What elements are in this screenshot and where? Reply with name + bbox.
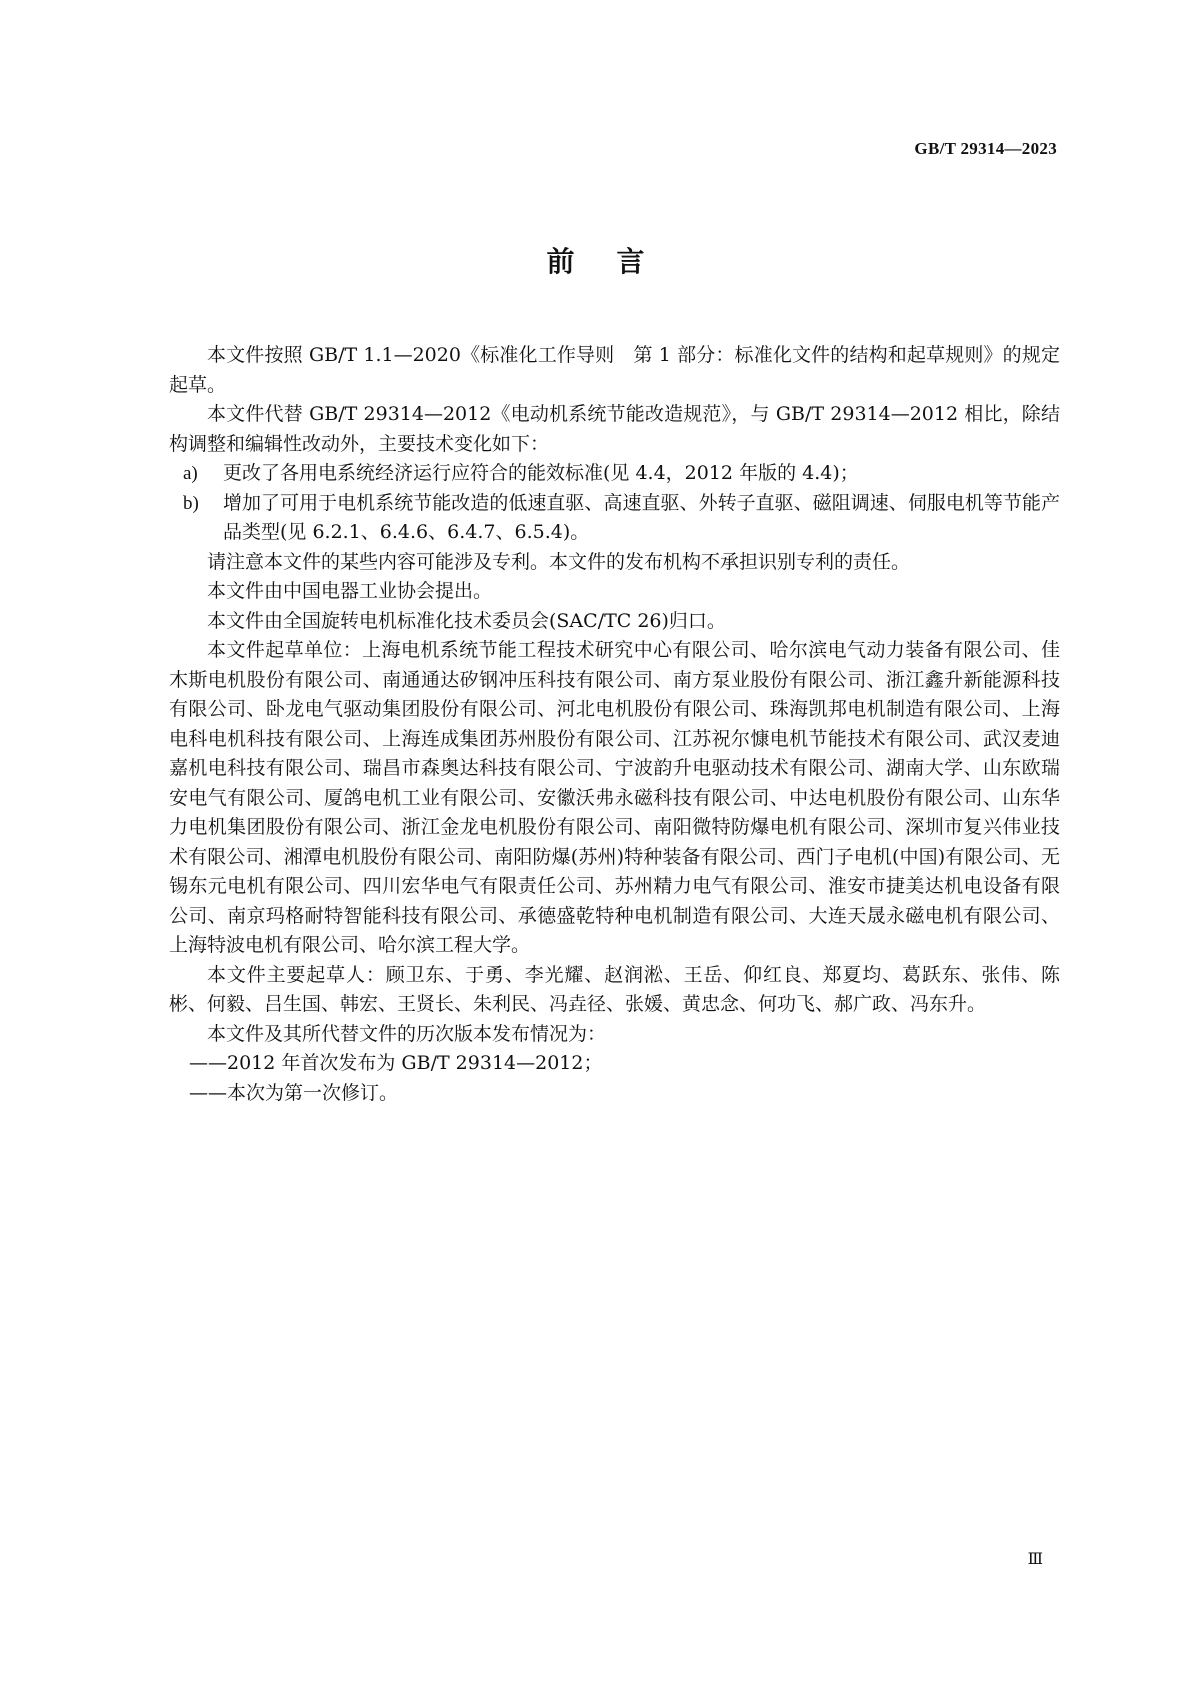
history-item-current: ——本次为第一次修订。 <box>189 1081 399 1104</box>
list-item-text: 更改了各用电系统经济运行应符合的能效标准(见 4.4，2012 年版的 4.4)； <box>223 462 859 484</box>
list-marker: a) <box>183 463 198 484</box>
drafting-rules-paragraph: 本文件按照 GB/T 1.1—2020《标准化工作导则 第 1 部分：标准化文件的结构和起草规则》的规定起草。 <box>169 344 1060 396</box>
centralized-by: 本文件由全国旋转电机标准化技术委员会(SAC/TC 26)归口。 <box>207 609 726 632</box>
history-item-2012: ——2012 年首次发布为 GB/T 29314—2012； <box>189 1052 603 1074</box>
list-marker: b) <box>183 492 199 514</box>
drafters: 本文件主要起草人：顾卫东、于勇、李光耀、赵润淞、王岳、仰红良、郑夏均、葛跃东、张伟、陈彬、何毅、吕生国、韩宏、王贤长、朱利民、冯垚径、张媛、黄忠念、何功飞、郝广政、冯东升。 <box>169 963 1060 1015</box>
list-item-text: 增加了可用于电机系统节能改造的低速直驱、高速直驱、外转子直驱、磁阻调速、伺服电机等节能产品类型(见 6.2.1、6.4.6、6.4.7、6.5.4)。 <box>223 491 1060 543</box>
standard-code: GB/T 29314—2023 <box>914 139 1057 158</box>
foreword-body <box>169 341 1060 1108</box>
patent-notice: 请注意本文件的某些内容可能涉及专利。本文件的发布机构不承担识别专利的责任。 <box>207 550 911 573</box>
page-number: Ⅲ <box>1027 1551 1042 1568</box>
page-title: 前言 <box>546 245 687 278</box>
change-item-b <box>169 489 1060 548</box>
replacement-paragraph: 本文件代替 GB/T 29314—2012《电动机系统节能改造规范》，与 GB/T 29314—2012 相比，除结构调整和编辑性改动外，主要技术变化如下： <box>169 403 1060 455</box>
history-intro: 本文件及其所代替文件的历次版本发布情况为： <box>207 1022 607 1045</box>
proposed-by: 本文件由中国电器工业协会提出。 <box>207 580 493 602</box>
drafting-units: 本文件起草单位：上海电机系统节能工程技术研究中心有限公司、哈尔滨电气动力装备有限公司、佳木斯电机股份有限公司、南通通达矽钢冲压科技有限公司、南方泵业股份有限公司、浙江鑫升新能源科技有限公司、卧龙电气驱动集团股份有限公司、河北电机股份有限公司、珠海凯邦电机制造有限公司、上海电科电机科技有限公司、上海连成集团苏州股份有限公司、江苏祝尔慷电机节能技术有限公司、武汉麦迪嘉机电科技有限公司、瑞昌市森奥达科技有限公司、宁波韵升电驱动技术有限公司、湖南大学、山东欧瑞安电气有限公司、厦鸽电机工业有限公司、安徽沃弗永磁科技有限公司、中达电机股份有限公司、山东华力电机集团股份有限公司、浙江金龙电机股份有限公司、南阳微特防爆电机有限公司、深圳市复兴伟业技术有限公司、湘潭电机股份有限公司、南阳防爆(苏州)特种装备有限公司、西门子电机(中国)有限公司、无锡东元电机有限公司、四川宏华电气有限责任公司、苏州精力电气有限公司、淮安市捷美达机电设备有限公司、南京玛格耐特智能科技有限公司、承德盛乾特种电机制造有限公司、大连天晟永磁电机有限公司、上海特波电机有限公司、哈尔滨工程大学。 <box>169 639 1060 956</box>
change-item-a <box>169 459 1060 489</box>
